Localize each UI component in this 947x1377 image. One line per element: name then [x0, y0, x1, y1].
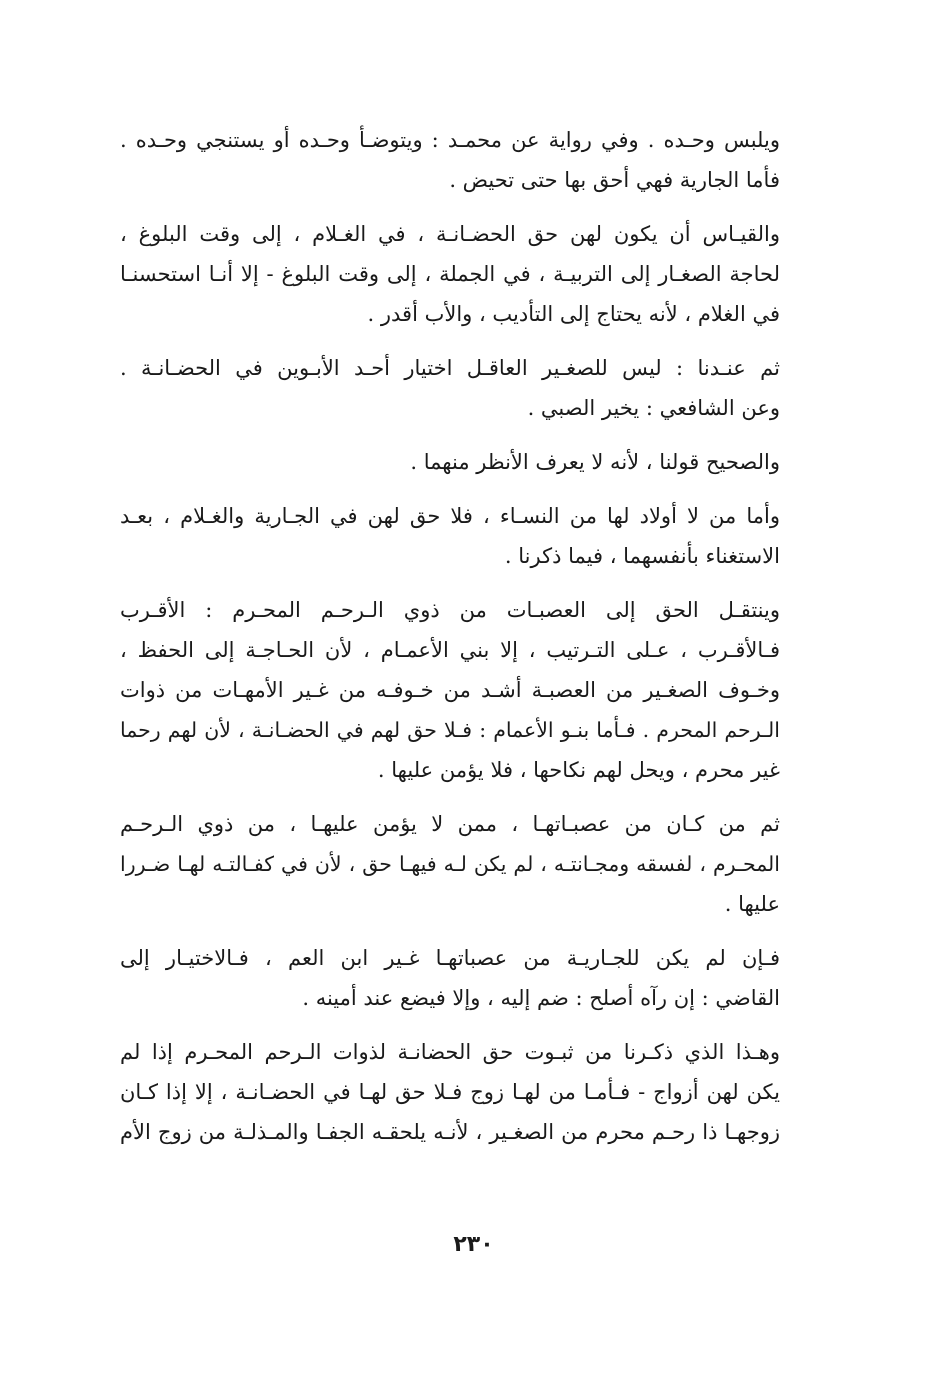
page-body — [120, 120, 780, 1166]
paragraph-6 — [120, 590, 780, 790]
text-line: وعن الشافعي : يخير الصبي . — [527, 396, 780, 420]
text-line: عليها . — [724, 892, 780, 916]
paragraph-7 — [120, 804, 780, 924]
text-line: والقيـاس أن يكون لهن حق الحضـانـة ، في الغـلام ، إلى وقت البلوغ ، — [120, 222, 780, 246]
text-line: زوجهـا ذا رحـم محرم من الصغـير ، لأنـه يلحقـه الجفـا والمـذلـة من زوج الأم — [120, 1120, 780, 1144]
text-line: ثم من كـان من عصبـاتهـا ، ممن لا يؤمن عليهـا ، من ذوي الـرحـم — [120, 812, 780, 836]
page-number: ٢٣٠ — [453, 1232, 494, 1257]
text-line: الـرحم المحرم . فـأما بنـو الأعمام : فـلا حق لهم في الحضـانـة ، لأن لهم رحما — [120, 718, 780, 742]
text-line: في الغلام ، لأنه يحتاج إلى التأديب ، والأب أقدر . — [367, 302, 780, 326]
text-line: فـالأقـرب ، عـلى التـرتيب ، إلا بني الأعمـام ، لأن الحـاجـة إلى الحفظ ، — [120, 638, 780, 662]
text-line: وينتقـل الحق إلى العصبـات من ذوي الـرحـم المحـرم : الأقـرب — [120, 598, 780, 622]
text-line: لحاجة الصغـار إلى التربيـة ، في الجملة ، إلى وقت البلوغ - إلا أنـا استحسنـا — [120, 262, 780, 286]
paragraph-1 — [120, 120, 780, 200]
text-line: والصحيح قولنا ، لأنه لا يعرف الأنظر منهما . — [410, 450, 780, 474]
text-line: ويلبس وحـده . وفي رواية عن محمـد : ويتوضـأ وحـده أو يستنجي وحـده . — [120, 128, 780, 152]
paragraph-3 — [120, 348, 780, 428]
text-line: غير محرم ، ويحل لهم نكاحها ، فلا يؤمن عليها . — [377, 758, 780, 782]
paragraph-8 — [120, 938, 780, 1018]
paragraph-4 — [120, 442, 780, 482]
text-line: فـإن لم يكن للجـاريـة من عصباتهـا غـير ابن العم ، فـالاختيـار إلى — [120, 946, 780, 970]
paragraph-9 — [120, 1032, 780, 1152]
paragraph-2 — [120, 214, 780, 334]
text-line: وأما من لا أولاد لها من النسـاء ، فلا حق لهن في الجـارية والغـلام ، بعـد — [120, 504, 780, 528]
text-line: القاضي : إن رآه أصلح : ضم إليه ، وإلا فيضع عند أمينه . — [302, 986, 780, 1010]
text-line: فأما الجارية فهي أحق بها حتى تحيض . — [449, 168, 780, 192]
text-line: وخـوف الصغـير من العصبـة أشـد من خـوفـه من غـير الأمهـات من ذوات — [120, 678, 780, 702]
text-line: الاستغناء بأنفسهما ، فيما ذكرنا . — [504, 544, 780, 568]
text-line: ثم عنـدنا : ليس للصغـير العاقـل اختيار أحـد الأبـوين في الحضـانـة . — [120, 356, 780, 380]
text-line: المحـرم ، لفسقه ومجـانتـه ، لم يكن لـه فيهـا حق ، لأن في كفـالتـه لهـا ضـررا — [120, 852, 780, 876]
text-line: يكن لهن أزواج - فـأمـا من لهـا زوج فـلا حق لهـا في الحضـانـة ، إلا إذا كـان — [120, 1080, 780, 1104]
text-line: وهـذا الذي ذكـرنا من ثبـوت حق الحضانـة لذوات الـرحم المحـرم إذا لم — [120, 1040, 780, 1064]
paragraph-5 — [120, 496, 780, 576]
